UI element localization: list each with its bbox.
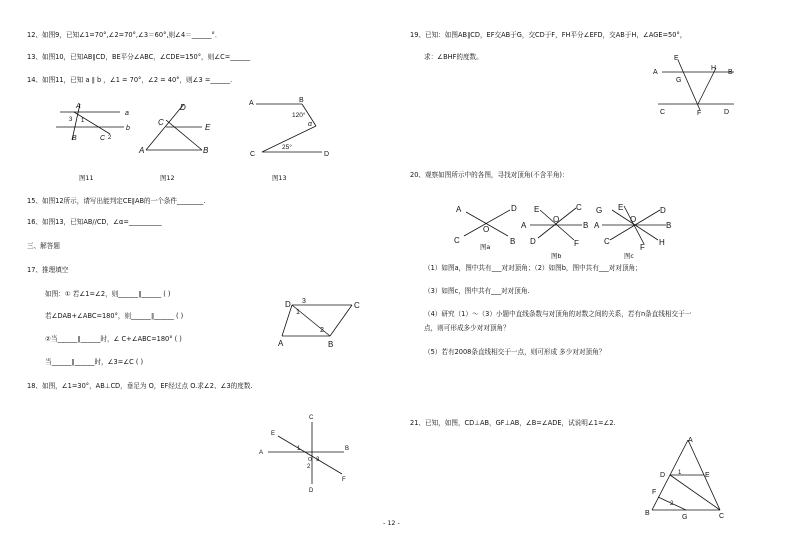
section-heading: 三、解答题 [27, 242, 60, 250]
caption-fig13: 图13 [272, 174, 287, 182]
label-C: C [719, 513, 725, 520]
label-3: 3 [302, 298, 306, 305]
label-2: 2 [108, 135, 112, 141]
label-O: O [483, 225, 490, 234]
label-G: G [596, 206, 603, 215]
label-E: E [705, 472, 710, 479]
label-B: B [299, 97, 304, 104]
label-A: A [139, 146, 145, 155]
q20-part-3: （3）如图c，图中共有___对对顶角. [424, 287, 530, 295]
label-E: E [534, 205, 540, 214]
label-B: B [645, 510, 650, 517]
label-E: E [674, 55, 679, 62]
label-2: 2 [670, 501, 674, 507]
label-E: E [205, 123, 211, 132]
question-20: 20、观察如图所示中的各图，寻找对顶角(不含平角)： [410, 171, 569, 179]
label-B: B [328, 340, 334, 349]
figure-11 [52, 100, 132, 145]
question-16: 16、如图13，已知AB//CD，∠α=__________ [27, 218, 162, 226]
caption-fig-b: 图b [551, 252, 562, 260]
label-A: A [521, 221, 527, 230]
label-A: A [688, 437, 693, 444]
question-13: 13、如图10，已知AB∥CD，BE平分∠ABC，∠CDE=150°，则∠C=______ [27, 53, 251, 61]
figure-18 [256, 408, 366, 494]
figure-20b [516, 198, 596, 252]
label-D: D [324, 151, 330, 158]
q17-line-3: ②当______∥______时，∠ C+∠ABC=180° ( ) [45, 335, 182, 343]
label-D: D [180, 103, 186, 112]
label-B: B [203, 146, 209, 155]
label-G: G [682, 514, 688, 521]
label-C: C [158, 118, 164, 127]
label-D: D [724, 109, 730, 116]
caption-fig12: 图12 [160, 174, 175, 182]
angle-25: 25° [282, 144, 292, 151]
label-C: C [100, 135, 106, 142]
figure-21 [640, 432, 740, 524]
label-A: A [249, 100, 254, 107]
q17-line-2: 若∠DAB+∠ABC=180°，则______∥______ ( ) [45, 312, 184, 320]
label-D: D [660, 206, 666, 215]
label-2: 2 [320, 327, 324, 334]
label-1: 1 [297, 446, 301, 452]
label-D: D [511, 204, 517, 213]
label-3: 3 [69, 117, 73, 123]
caption-fig-c: 图c [624, 252, 634, 260]
label-3: 3 [316, 457, 320, 463]
label-2: 2 [307, 464, 311, 470]
q20-part-4a: （4）研究（1）～（3）小题中直线条数与对顶角的对数之间的关系，若有n条直线相交于一 [424, 310, 692, 318]
label-1: 1 [81, 118, 85, 124]
label-H: H [711, 65, 717, 72]
caption-fig-a: 图a [480, 243, 491, 251]
label-C: C [454, 236, 460, 245]
label-A: A [278, 339, 284, 348]
label-E: E [271, 431, 276, 437]
q20-part-5: （5）若有2008条直线相交于一点，则可形成 多少对对顶角？ [424, 348, 606, 356]
label-F: F [640, 243, 645, 252]
angle-120: 120° [292, 112, 306, 119]
question-21: 21、已知，如图，CD⊥AB，GF⊥AB，∠B=∠ADE，试说明∠1=∠2. [410, 419, 616, 427]
label-B: B [345, 446, 350, 452]
question-19-line-1: 19、已知：如图AB∥CD，EF交AB于G，交CD于F，FH平分∠EFD，交AB于H，∠AGE=50°， [410, 31, 687, 39]
q20-part-4b: 点，则可形成多少对对顶角？ [424, 324, 510, 332]
label-F: F [574, 239, 579, 248]
label-F: F [342, 477, 346, 483]
label-C: C [660, 109, 666, 116]
q20-part-1-2: （1）如图a，图中共有___对对顶角；（2）如图b，图中共有___对对顶角； [424, 264, 642, 272]
label-D: D [530, 237, 536, 246]
label-A: A [259, 450, 264, 456]
figure-17 [276, 296, 360, 348]
label-B: B [666, 221, 672, 230]
question-19-line-2: 求：∠BHF的度数。 [424, 53, 483, 61]
label-F: F [697, 110, 702, 117]
label-A: A [456, 205, 462, 214]
label-a: a [125, 110, 129, 117]
page-number: - 12 - [383, 519, 400, 527]
question-14: 14、如图11，已知 a ∥ b ，∠1 = 70°，∠2 = 40°，则∠3 =______. [27, 76, 233, 84]
label-H: H [659, 238, 665, 247]
label-A: A [76, 103, 81, 110]
caption-fig11: 图11 [79, 174, 94, 182]
label-G: G [676, 77, 682, 84]
question-15: 15、如图12所示，请写出能判定CE∥AB的一个条件________. [27, 197, 206, 205]
label-B: B [583, 221, 589, 230]
question-18: 18、如图，∠1=30°，AB⊥CD，垂足为 O，EF经过点 O.求∠2、∠3的度数. [27, 382, 253, 390]
label-O: O [553, 215, 560, 224]
question-12: 12、如图9，已知∠1=70°,∠2=70°,∠3＝60°,则∠4＝______°． [27, 31, 222, 39]
label-B: B [728, 69, 733, 76]
figure-12 [136, 100, 216, 156]
label-D: D [285, 300, 291, 309]
label-C: C [354, 301, 360, 310]
label-C: C [604, 237, 610, 246]
label-C: C [576, 203, 582, 212]
label-A: A [653, 69, 658, 76]
label-O: O [308, 457, 312, 463]
label-1: 1 [296, 309, 300, 316]
angle-alpha: α [308, 121, 312, 128]
figure-20c [590, 198, 674, 252]
q17-line-4: 当______∥______时，∠3=∠C ( ) [45, 358, 144, 366]
label-b: b [126, 125, 130, 132]
label-1: 1 [678, 470, 682, 476]
label-D: D [660, 472, 666, 479]
label-D: D [309, 488, 314, 494]
label-C: C [250, 151, 256, 158]
label-B: B [72, 135, 77, 142]
label-E: E [618, 203, 624, 212]
figure-19 [650, 52, 750, 118]
figure-13 [244, 93, 344, 159]
label-C: C [309, 415, 314, 421]
question-17: 17、推理填空 [27, 266, 69, 274]
label-B: B [510, 237, 516, 246]
label-O: O [630, 215, 637, 224]
q17-line-1: 如图：① 若∠1=∠2，则______∥______ ( ) [45, 290, 171, 298]
label-F: F [652, 489, 657, 496]
label-A: A [594, 221, 600, 230]
